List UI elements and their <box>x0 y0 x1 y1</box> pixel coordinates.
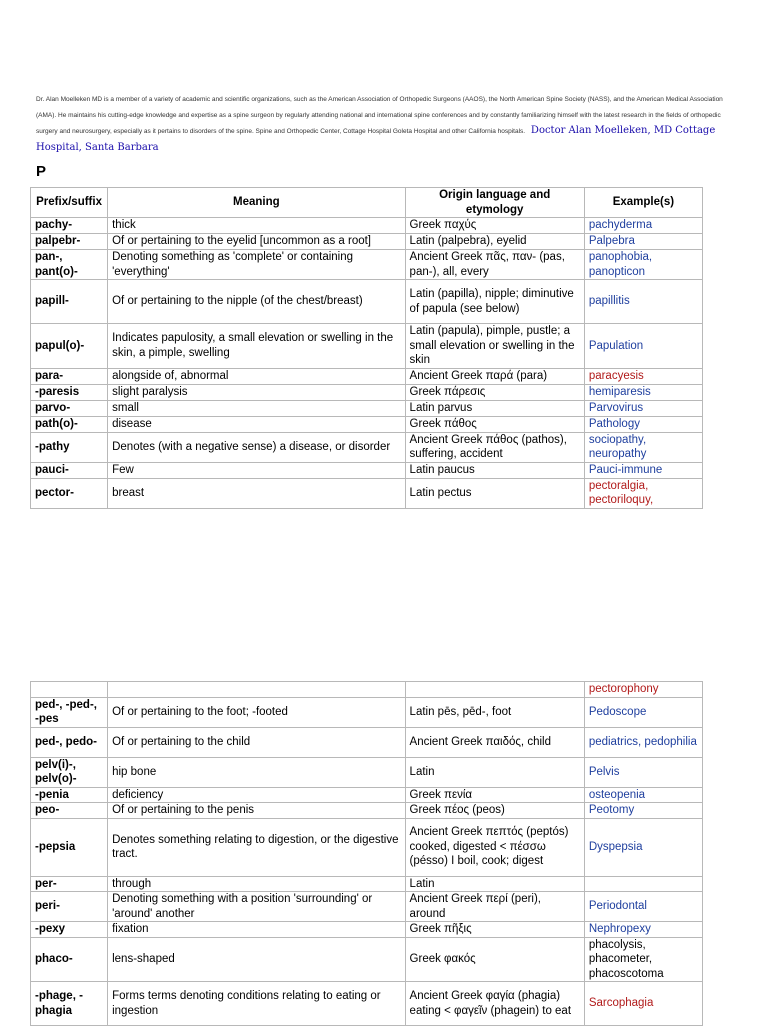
origin-cell: Ancient Greek πάθος (pathos), suffering, accident <box>405 432 584 462</box>
term-cell: para- <box>31 368 108 384</box>
term-cell: -phage, -phagia <box>31 982 108 1026</box>
example-link[interactable]: Parvovirus <box>584 400 702 416</box>
meaning-cell: hip bone <box>108 757 405 787</box>
term-cell: -pathy <box>31 432 108 462</box>
intro-text: Dr. Alan Moelleken MD is a member of a variety of academic and scientific organizations, such as the American Association of Orthopedic Surgeons (AAOS), the North American Spine Society (NASS), and the American Medical Association (AMA). He maintains his cutting-edge knowledge and expertise as a spine surgeon by regularly attending national and international spine conferences and by constantly familiarizing himself with the latest research in the fields of orthopedic surgery and neurosurgery, especially as it pertains to disorders of the spine. Spine and Orthopedic Center, Cottage Hospital Goleta Hospital and other California hospitals. <box>36 96 723 135</box>
meaning-cell: thick <box>108 218 405 234</box>
example-link[interactable]: Periodontal <box>584 892 702 922</box>
origin-cell: Greek παχύς <box>405 218 584 234</box>
term-cell: per- <box>31 876 108 892</box>
meaning-cell: through <box>108 876 405 892</box>
meaning-cell: Of or pertaining to the child <box>108 727 405 757</box>
origin-cell: Ancient Greek φαγία (phagia) eating < φαγεῖν (phagein) to eat <box>405 982 584 1026</box>
meaning-cell: Of or pertaining to the nipple (of the chest/breast) <box>108 280 405 324</box>
section-letter: P <box>36 163 47 180</box>
term-cell: peo- <box>31 803 108 819</box>
meaning-cell: Denoting something as 'complete' or containing 'everything' <box>108 250 405 280</box>
meaning-cell: deficiency <box>108 787 405 803</box>
term-cell: palpebr- <box>31 234 108 250</box>
origin-cell: Latin (papula), pimple, pustle; a small elevation or swelling in the skin <box>405 324 584 369</box>
example-link[interactable]: sociopathy, neuropathy <box>584 432 702 462</box>
example-link[interactable]: Papulation <box>584 324 702 369</box>
meaning-cell: Indicates papulosity, a small elevation or swelling in the skin, a pimple, swelling <box>108 324 405 369</box>
origin-cell: Latin pēs, pēd-, foot <box>405 697 584 727</box>
example-link[interactable]: Peotomy <box>584 803 702 819</box>
term-cell: peri- <box>31 892 108 922</box>
term-cell: pelv(i)-, pelv(o)- <box>31 757 108 787</box>
origin-cell: Ancient Greek περί (peri), around <box>405 892 584 922</box>
origin-cell: Greek πενία <box>405 787 584 803</box>
example-link[interactable]: panophobia, panopticon <box>584 250 702 280</box>
origin-cell: Greek πάρεσις <box>405 384 584 400</box>
term-cell: papill- <box>31 280 108 324</box>
origin-cell: Greek φακός <box>405 937 584 982</box>
origin-cell <box>405 682 584 698</box>
meaning-cell: fixation <box>108 922 405 938</box>
example-link[interactable]: osteopenia <box>584 787 702 803</box>
origin-cell: Latin parvus <box>405 400 584 416</box>
meaning-cell: Of or pertaining to the eyelid [uncommon as a root] <box>108 234 405 250</box>
term-cell: phaco- <box>31 937 108 982</box>
example-link[interactable]: hemiparesis <box>584 384 702 400</box>
origin-cell: Latin (palpebra), eyelid <box>405 234 584 250</box>
origin-cell: Greek πῆξις <box>405 922 584 938</box>
intro-paragraph <box>36 92 732 156</box>
term-cell: ped-, -ped-, -pes <box>31 697 108 727</box>
origin-cell: Latin paucus <box>405 462 584 478</box>
example-link[interactable]: Palpebra <box>584 234 702 250</box>
term-cell: pan-, pant(o)- <box>31 250 108 280</box>
meaning-cell: alongside of, abnormal <box>108 368 405 384</box>
meaning-cell: Denotes something relating to digestion, or the digestive tract. <box>108 818 405 876</box>
meaning-cell: Of or pertaining to the penis <box>108 803 405 819</box>
example-link[interactable]: pediatrics, pedophilia <box>584 727 702 757</box>
intro-link[interactable]: Doctor Alan Moelleken, MD Cottage Hospital, Santa Barbara <box>36 125 716 153</box>
example-link[interactable]: pectorophony <box>584 682 702 698</box>
example-link[interactable]: Dyspepsia <box>584 818 702 876</box>
header-examples: Example(s) <box>584 188 702 218</box>
origin-cell: Greek πάθος <box>405 416 584 432</box>
meaning-cell: slight paralysis <box>108 384 405 400</box>
origin-cell: Latin pectus <box>405 478 584 508</box>
header-prefix: Prefix/suffix <box>31 188 108 218</box>
term-cell: ped-, pedo- <box>31 727 108 757</box>
meaning-cell: disease <box>108 416 405 432</box>
origin-cell: Ancient Greek πᾶς, παν- (pas, pan-), all, every <box>405 250 584 280</box>
term-cell: papul(o)- <box>31 324 108 369</box>
prefix-table-1 <box>30 187 703 509</box>
meaning-cell: breast <box>108 478 405 508</box>
header-origin: Origin language and etymology <box>405 188 584 218</box>
meaning-cell: Denotes (with a negative sense) a disease, or disorder <box>108 432 405 462</box>
meaning-cell: Few <box>108 462 405 478</box>
example-link[interactable]: Pelvis <box>584 757 702 787</box>
example-text: phacolysis, phacometer, phacoscotoma <box>584 937 702 982</box>
origin-cell: Greek πέος (peos) <box>405 803 584 819</box>
example-link[interactable]: pachyderma <box>584 218 702 234</box>
example-link[interactable]: papillitis <box>584 280 702 324</box>
meaning-cell: lens-shaped <box>108 937 405 982</box>
origin-cell: Latin <box>405 757 584 787</box>
example-link[interactable]: Sarcophagia <box>584 982 702 1026</box>
example-link[interactable]: paracyesis <box>584 368 702 384</box>
meaning-cell <box>108 682 405 698</box>
origin-cell: Latin (papilla), nipple; diminutive of papula (see below) <box>405 280 584 324</box>
example-link[interactable]: Pathology <box>584 416 702 432</box>
term-cell: -paresis <box>31 384 108 400</box>
origin-cell: Ancient Greek παιδός, child <box>405 727 584 757</box>
example-link[interactable]: pectoralgia, pectoriloquy, <box>584 478 702 508</box>
origin-cell: Ancient Greek πεπτός (peptós) cooked, digested < πέσσω (pésso) I boil, cook; digest <box>405 818 584 876</box>
origin-cell: Ancient Greek παρά (para) <box>405 368 584 384</box>
origin-cell: Latin <box>405 876 584 892</box>
term-cell: pector- <box>31 478 108 508</box>
meaning-cell: Forms terms denoting conditions relating to eating or ingestion <box>108 982 405 1026</box>
term-cell: path(o)- <box>31 416 108 432</box>
term-cell: -penia <box>31 787 108 803</box>
example-link[interactable]: Nephropexy <box>584 922 702 938</box>
term-cell: -pepsia <box>31 818 108 876</box>
header-meaning: Meaning <box>108 188 405 218</box>
example-link[interactable]: Pauci-immune <box>584 462 702 478</box>
prefix-table-2 <box>30 681 703 1026</box>
term-cell: pachy- <box>31 218 108 234</box>
example-link[interactable] <box>584 876 702 892</box>
meaning-cell: Denoting something with a position 'surrounding' or 'around' another <box>108 892 405 922</box>
meaning-cell: small <box>108 400 405 416</box>
example-link[interactable]: Pedoscope <box>584 697 702 727</box>
term-cell: -pexy <box>31 922 108 938</box>
term-cell <box>31 682 108 698</box>
term-cell: parvo- <box>31 400 108 416</box>
term-cell: pauci- <box>31 462 108 478</box>
meaning-cell: Of or pertaining to the foot; -footed <box>108 697 405 727</box>
